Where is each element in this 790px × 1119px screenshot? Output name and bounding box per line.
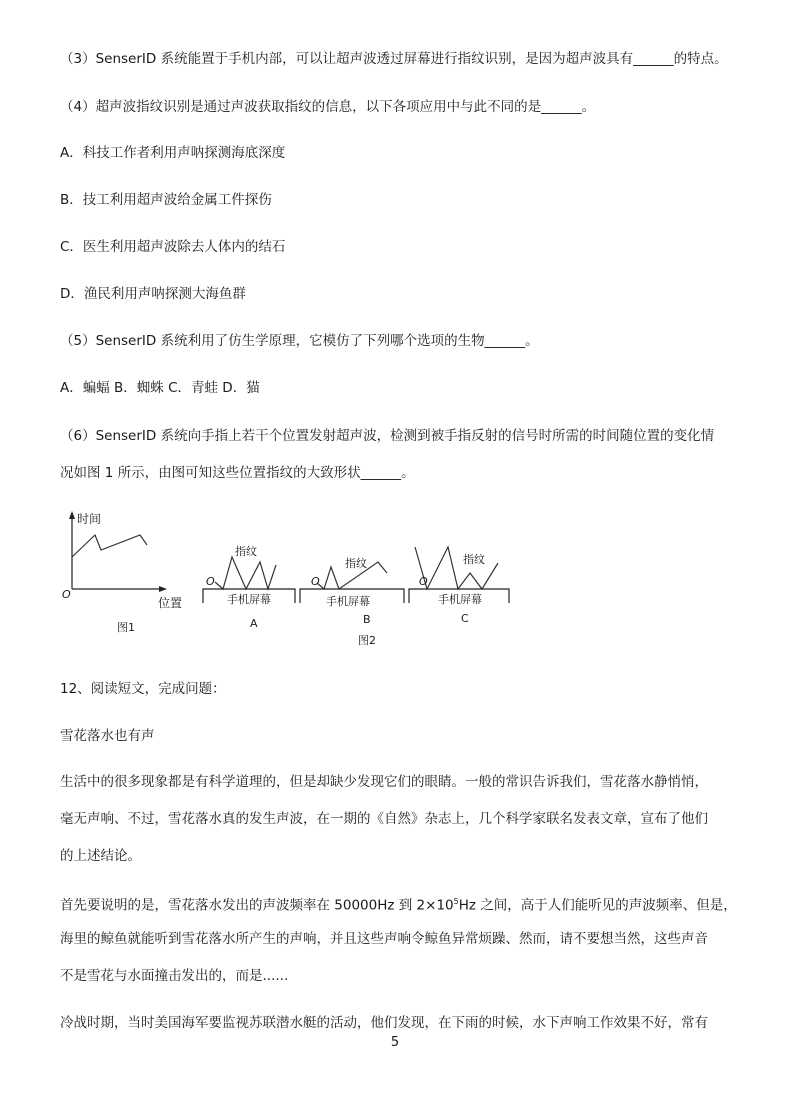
para2-line-1 (60, 892, 737, 916)
q4-option-a: A．科技工作者利用声呐探测海底深度 (60, 145, 286, 161)
option-c-screen-label: 手机屏幕 (438, 593, 482, 606)
option-b-letter: B (363, 613, 371, 626)
question-4: （4）超声波指纹识别是通过声波获取指纹的信息，以下各项应用中与此不同的是______。 (60, 99, 596, 115)
para2-line-1-after: Hz 之间，高于人们能听见的声波频率、但是， (458, 897, 737, 914)
para2-line-3: 不是雪花与水面撞击发出的，而是...... (60, 968, 289, 984)
question-3: （3）SenserID 系统能置于手机内部，可以让超声波透过屏幕进行指纹识别，是因为超声波具有______的特点。 (60, 51, 728, 67)
fig1-xlabel: 位置 (158, 596, 183, 610)
fig2-caption: 图2 (358, 634, 376, 647)
question-12-title: 12、阅读短文，完成问题： (60, 681, 226, 697)
option-b-origin: O (311, 575, 320, 588)
fig1-origin: O (62, 588, 71, 601)
page-number: 5 (390, 1035, 400, 1050)
option-c-figure (409, 547, 509, 625)
para1-line-3: 的上述结论。 (60, 848, 141, 864)
para2-line-1-before: 首先要说明的是，雪花落水发出的声波频率在 50000Hz 到 2×10 (60, 897, 454, 914)
fig1-ylabel: 时间 (77, 512, 102, 526)
option-a-fingerprint-label: 指纹 (235, 545, 257, 558)
option-a-figure (203, 544, 295, 630)
question-5: （5）SenserID 系统利用了仿生学原理，它模仿了下列哪个选项的生物______。 (60, 333, 539, 349)
option-a-letter: A (250, 617, 258, 630)
option-a-screen-label: 手机屏幕 (227, 593, 271, 606)
option-b-screen-label: 手机屏幕 (326, 595, 370, 608)
x-axis-arrow-icon (159, 586, 167, 592)
q4-option-b: B．技工利用超声波给金属工件探伤 (60, 192, 272, 208)
article-title: 雪花落水也有声 (60, 728, 155, 744)
para2-line-2: 海里的鲸鱼就能听到雪花落水所产生的声响，并且这些声响令鲸鱼异常烦躁、然而，请不要想当然，这些声音 (60, 931, 708, 947)
fig1-caption: 图1 (117, 621, 135, 634)
option-a-origin: O (206, 575, 215, 588)
q5-options: A．蝙蝠 B．蜘蛛 C．青蛙 D．猫 (60, 380, 260, 396)
option-c-fingerprint-label: 指纹 (463, 553, 485, 566)
figure-fingerprint (55, 505, 525, 655)
option-c-letter: C (461, 612, 469, 625)
question-6-line-1: （6）SenserID 系统向手指上若干个位置发射超声波，检测到被手指反射的信号时所需的时间随位置的变化情 (60, 428, 715, 444)
option-b-fingerprint-label: 指纹 (345, 557, 367, 570)
para1-line-1: 生活中的很多现象都是有科学道理的，但是却缺少发现它们的眼睛。一般的常识告诉我们，雪花落水静悄悄， (60, 774, 708, 790)
question-6-line-2: 况如图 1 所示，由图可知这些位置指纹的大致形状______。 (60, 465, 415, 481)
option-a-fingerprint (215, 557, 276, 589)
para1-line-2: 毫无声响、不过，雪花落水真的发生声波，在一期的《自然》杂志上，几个科学家联名发表文章，宣布了他们 (60, 811, 708, 827)
y-axis-arrow-icon (69, 511, 75, 519)
q4-option-c: C．医生利用超声波除去人体内的结石 (60, 239, 286, 255)
option-c-origin: O (419, 575, 428, 588)
option-b-figure (300, 556, 404, 626)
q4-option-d: D．渔民利用声呐探测大海鱼群 (60, 286, 246, 302)
para3-line-1: 冷战时期，当时美国海军要监视苏联潜水艇的活动，他们发现，在下雨的时候，水下声响工作效果不好，常有 (60, 1015, 708, 1031)
figure-1-graph (62, 511, 182, 634)
fig1-curve (72, 535, 147, 557)
para2-exponent: 5 (453, 897, 459, 906)
